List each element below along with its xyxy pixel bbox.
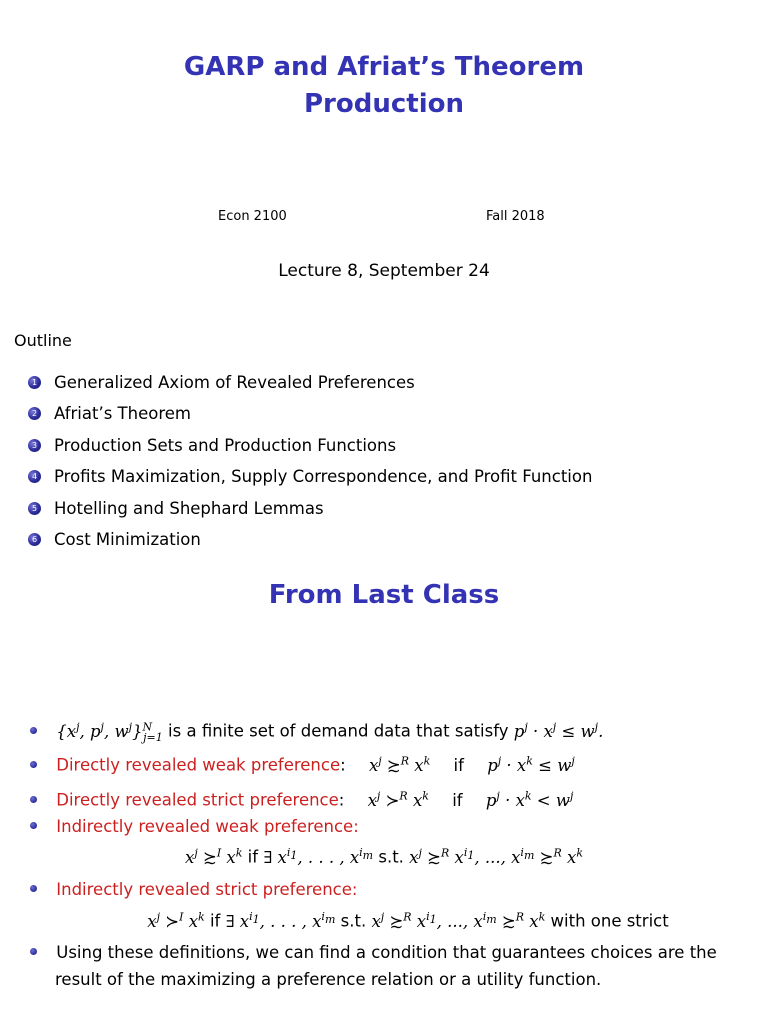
bullet-indirect-weak: Indirectly revealed weak preference:: [30, 816, 359, 838]
outline-item-label: Hotelling and Shephard Lemmas: [54, 499, 324, 518]
bullet-icon: [30, 885, 37, 892]
st-word: s.t.: [340, 911, 367, 931]
title-line-1: GARP and Afriat’s Theorem: [183, 52, 585, 82]
direct-strict-label: Directly revealed strict preference: [56, 790, 339, 810]
bullet-icon: [30, 822, 37, 829]
outline-item-1: [28, 372, 415, 394]
indirect-strict-label: Indirectly revealed strict preference: [56, 880, 352, 899]
number-badge-icon: 1: [28, 376, 41, 389]
lecture-label: Lecture 8, September 24: [278, 261, 490, 281]
bullet-icon: [30, 796, 37, 803]
outline-item-label: Profits Maximization, Supply Correspondence, and Profit Function: [54, 467, 593, 486]
bullet-direct-strict: Directly revealed strict preference: $x^j$ ≻$^R$ $x^k$ if $p^j \cdot x^k < w^j$: [30, 785, 573, 812]
demand-data-math: {$x^j$, $p^j$, $w^j\}^N_{j=1}$: [56, 720, 163, 744]
bullet-1-text: is a finite set of demand data that satisfy: [168, 721, 509, 741]
number-badge-icon: 6: [28, 533, 41, 546]
number-badge-icon: 4: [28, 470, 41, 483]
if-word: if: [452, 790, 463, 810]
number-badge-icon: 5: [28, 502, 41, 515]
outline-item-label: Afriat’s Theorem: [54, 404, 191, 423]
section-title: From Last Class: [268, 580, 500, 610]
st-word: s.t.: [378, 847, 404, 867]
outline-item-5: [28, 498, 324, 520]
indirect-weak-label: Indirectly revealed weak preference: [56, 817, 354, 836]
if-word: if: [247, 847, 259, 867]
indirect-strict-formula: $x^j$ ≻$^I$ $x^k$ if ∃ $x^{i_1}$, . . . , $x^{i_m}$ s.t. $x^j$ ≿$^R$ $x^{i_1}$, ..., $x^{i_m}$ ≿$^R$ $x^k$ with one strict: [147, 910, 669, 931]
outline-heading: Outline: [14, 331, 72, 350]
bullet-conclusion: [30, 942, 717, 964]
number-badge-icon: 3: [28, 439, 41, 452]
number-badge-icon: 2: [28, 407, 41, 420]
term-label: Fall 2018: [486, 209, 545, 224]
conclusion-line-2: result of the maximizing a preference relation or a utility function.: [55, 970, 602, 989]
direct-weak-label: Directly revealed weak preference: [56, 755, 341, 775]
indirect-weak-formula: $x^j$ ≿$^I$ $x^k$ if ∃ $x^{i_1}$, . . . , $x^{i_m}$ s.t. $x^j$ ≿$^R$ $x^{i_1}$, ..., $x^{i_m}$ ≿$^R$ $x^k$: [185, 846, 583, 867]
bullet-demand-data: [30, 716, 603, 749]
bullet-icon: [30, 727, 37, 734]
budget-math: $p^j \cdot x^j \le w^j$.: [513, 720, 604, 741]
conclusion-line-1: Using these definitions, we can find a condition that guarantees choices are the: [56, 943, 717, 962]
direct-strict-math: $x^j$ ≻$^R$ $x^k$: [367, 789, 429, 810]
outline-item-6: [28, 529, 201, 551]
direct-weak-cond: $p^j \cdot x^k \le w^j$: [487, 754, 575, 775]
course-label: Econ 2100: [218, 209, 287, 224]
outline-item-3: [28, 435, 396, 457]
title-line-2: Production: [304, 89, 464, 119]
bullet-icon: [30, 761, 37, 768]
direct-strict-cond: $p^j \cdot x^k < w^j$: [485, 789, 574, 810]
outline-item-label: Cost Minimization: [54, 530, 201, 549]
with-one-strict: with one strict: [550, 911, 669, 931]
bullet-indirect-strict: Indirectly revealed strict preference:: [30, 879, 357, 901]
bullet-icon: [30, 948, 37, 955]
outline-item-4: [28, 466, 592, 488]
outline-item-2: [28, 403, 191, 425]
direct-weak-math: $x^j$ ≿$^R$ $x^k$: [368, 754, 431, 775]
outline-item-label: Production Sets and Production Functions: [54, 436, 397, 455]
outline-item-label: Generalized Axiom of Revealed Preferences: [54, 373, 415, 392]
bullet-direct-weak: Directly revealed weak preference: $x^j$ ≿$^R$ $x^k$ if $p^j \cdot x^k \le w^j$: [30, 750, 575, 777]
if-word: if: [209, 911, 221, 931]
if-word: if: [453, 755, 464, 775]
